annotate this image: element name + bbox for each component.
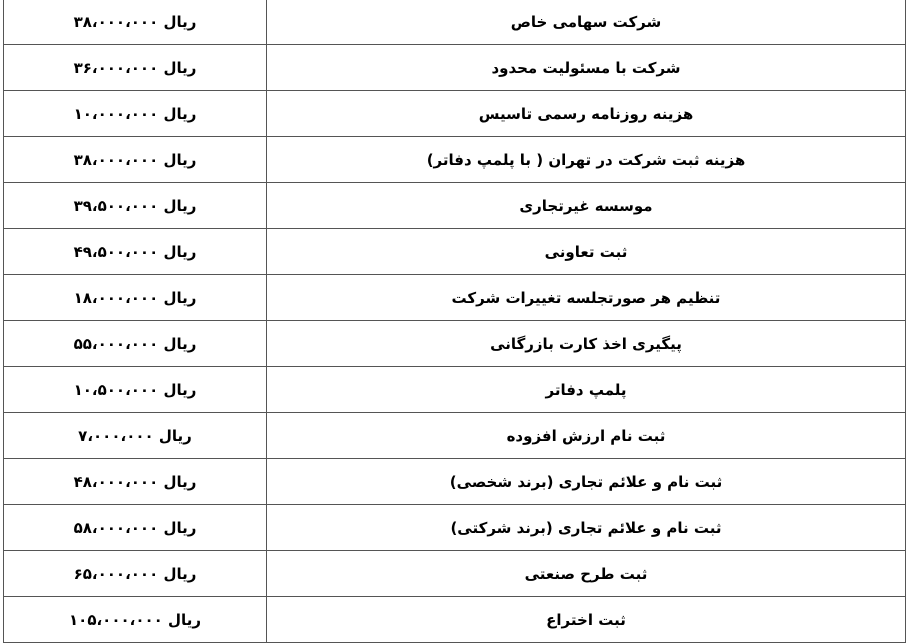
table-row [4, 413, 906, 459]
table-row [4, 275, 906, 321]
table-row [4, 137, 906, 183]
price-cell [4, 275, 267, 321]
price-amount: ۱۸،۰۰۰،۰۰۰ [73, 288, 159, 307]
table-row [4, 321, 906, 367]
table-row [4, 91, 906, 137]
price-value [74, 565, 197, 583]
price-value [74, 381, 197, 399]
service-name: شرکت سهامی خاص [267, 0, 906, 45]
service-name: ثبت اختراع [267, 597, 906, 643]
price-value [74, 473, 197, 491]
price-amount: ۴۹،۵۰۰،۰۰۰ [73, 242, 159, 261]
price-value [74, 519, 197, 537]
price-cell [4, 597, 267, 643]
price-cell [4, 413, 267, 459]
price-value [74, 335, 197, 353]
table-row [4, 45, 906, 91]
price-value [74, 59, 197, 77]
price-value [74, 105, 197, 123]
service-name: ثبت طرح صنعتی [267, 551, 906, 597]
table-row [4, 505, 906, 551]
service-name: موسسه غیرتجاری [267, 183, 906, 229]
price-value [78, 427, 192, 445]
service-name: شرکت با مسئولیت محدود [267, 45, 906, 91]
service-name: ثبت نام و علائم تجاری (برند شرکتی) [267, 505, 906, 551]
price-amount: ۵۵،۰۰۰،۰۰۰ [73, 334, 159, 353]
table-row [4, 229, 906, 275]
price-cell [4, 367, 267, 413]
price-currency: ریال [163, 196, 197, 215]
price-value [69, 611, 201, 629]
table-row [4, 183, 906, 229]
price-cell [4, 551, 267, 597]
service-name: پیگیری اخذ کارت بازرگانی [267, 321, 906, 367]
price-currency: ریال [163, 12, 197, 31]
price-amount: ۷،۰۰۰،۰۰۰ [78, 426, 154, 445]
price-value [74, 151, 197, 169]
service-name: ثبت نام ارزش افزوده [267, 413, 906, 459]
price-amount: ۳۹،۵۰۰،۰۰۰ [73, 196, 159, 215]
price-currency: ریال [163, 150, 197, 169]
price-amount: ۳۶،۰۰۰،۰۰۰ [73, 58, 159, 77]
service-name: هزینه روزنامه رسمی تاسیس [267, 91, 906, 137]
service-name: ثبت تعاونی [267, 229, 906, 275]
price-amount: ۱۰،۵۰۰،۰۰۰ [73, 380, 159, 399]
price-cell [4, 321, 267, 367]
table-row [4, 551, 906, 597]
price-amount: ۴۸،۰۰۰،۰۰۰ [73, 472, 159, 491]
service-name: تنظیم هر صورتجلسه تغییرات شرکت [267, 275, 906, 321]
price-cell [4, 459, 267, 505]
service-name: ثبت نام و علائم تجاری (برند شخصی) [267, 459, 906, 505]
service-name: هزینه ثبت شرکت در تهران ( با پلمپ دفاتر) [267, 137, 906, 183]
price-currency: ریال [158, 426, 192, 445]
price-cell [4, 0, 267, 45]
price-cell [4, 505, 267, 551]
price-cell [4, 91, 267, 137]
price-table-body [4, 0, 906, 643]
price-amount: ۳۸،۰۰۰،۰۰۰ [73, 12, 159, 31]
price-amount: ۱۰،۰۰۰،۰۰۰ [73, 104, 159, 123]
table-row [4, 367, 906, 413]
price-amount: ۶۵،۰۰۰،۰۰۰ [73, 564, 159, 583]
price-currency: ریال [163, 58, 197, 77]
price-cell [4, 183, 267, 229]
price-currency: ریال [163, 334, 197, 353]
price-amount: ۵۸،۰۰۰،۰۰۰ [73, 518, 159, 537]
price-currency: ریال [163, 288, 197, 307]
price-value [74, 243, 197, 261]
table-row [4, 459, 906, 505]
price-value [74, 289, 197, 307]
price-currency: ریال [163, 380, 197, 399]
price-amount: ۳۸،۰۰۰،۰۰۰ [73, 150, 159, 169]
price-cell [4, 229, 267, 275]
table-row [4, 597, 906, 643]
price-value [74, 13, 197, 31]
price-amount: ۱۰۵،۰۰۰،۰۰۰ [69, 610, 163, 629]
price-cell [4, 137, 267, 183]
price-table [3, 0, 906, 643]
price-value [74, 197, 197, 215]
price-currency: ریال [163, 564, 197, 583]
service-name: پلمپ دفاتر [267, 367, 906, 413]
table-row [4, 0, 906, 45]
price-currency: ریال [163, 518, 197, 537]
price-currency: ریال [163, 104, 197, 123]
price-cell [4, 45, 267, 91]
price-currency: ریال [163, 472, 197, 491]
price-currency: ریال [163, 242, 197, 261]
price-currency: ریال [168, 610, 201, 629]
